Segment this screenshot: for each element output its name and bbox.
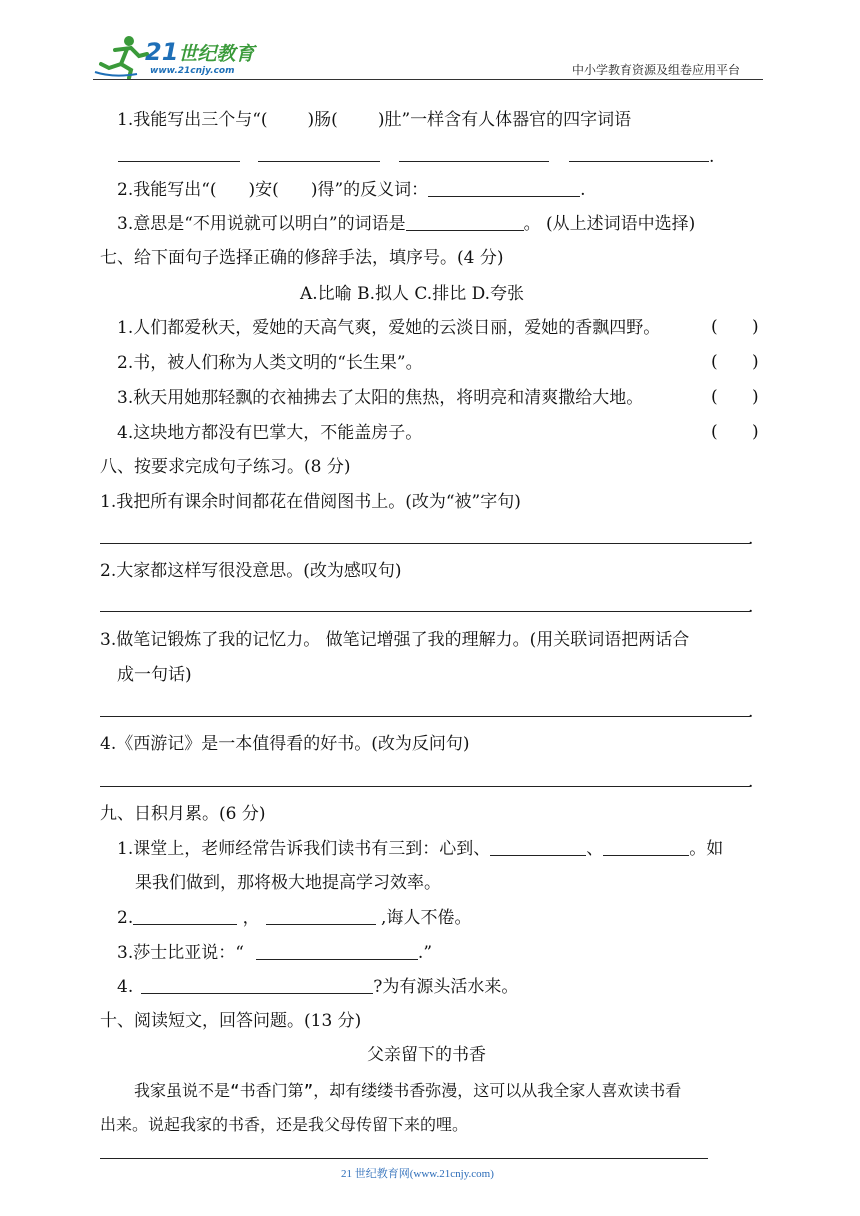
s6-q1-period: .: [709, 147, 715, 167]
logo-url: www.21cnjy.com: [150, 66, 235, 76]
s7-answer-3-open[interactable]: (: [711, 387, 718, 407]
s6-q3: [117, 213, 695, 235]
footer-text[interactable]: 21 世纪教育网(www.21cnjy.com): [341, 1168, 494, 1180]
s6-q3-blank[interactable]: [406, 214, 524, 231]
s8-q2: 2.大家都这样写很没意思。(改为感叹句): [100, 561, 402, 581]
s6-q1-blank-4[interactable]: [569, 161, 709, 162]
passage-title: 父亲留下的书香: [367, 1045, 486, 1065]
s7-item-4: 4.这块地方都没有巴掌大，不能盖房子。: [117, 423, 423, 443]
s9-q4: [117, 976, 518, 998]
s6-q3-text-b: 。 (从上述词语中选择): [523, 214, 696, 234]
s7-answer-1-close: ): [752, 317, 759, 337]
s10-title: 十、阅读短文，回答问题。(13 分): [100, 1011, 362, 1031]
s6-q1-text-a: 1.我能写出三个与“(: [117, 110, 268, 130]
s6-q2: 2.我能写出“( )安( )得”的反义词： .: [117, 180, 586, 200]
s9-q1-text-a: 1.课堂上，老师经常告诉我们读书有三到：心到、: [117, 839, 491, 859]
s8-q2-period: .: [748, 597, 754, 617]
s7-answer-2-open[interactable]: (: [711, 352, 718, 372]
s9-q2-text-c: ,诲人不倦。: [375, 908, 472, 928]
s6-q1-blank-3[interactable]: [399, 161, 549, 162]
s9-q3-text-a: 3.莎士比亚说：“: [117, 943, 244, 963]
s9-q3: [117, 942, 432, 964]
s7-answer-4-open[interactable]: (: [711, 422, 718, 442]
s7-item-2: 2.书，被人们称为人类文明的“长生果”。: [117, 353, 423, 373]
runner-logo-icon: [93, 34, 153, 80]
header-rule: [93, 79, 763, 80]
s9-q2-blank-1[interactable]: [133, 908, 237, 925]
s6-q3-text-a: 3.意思是“不用说就可以明白”的词语是: [117, 214, 406, 234]
s7-answer-3-close: ): [752, 387, 759, 407]
s9-title: 九、日积月累。(6 分): [100, 804, 266, 824]
s9-q1-line1: [117, 838, 723, 860]
s8-q1: 1.我把所有课余时间都花在借阅图书上。(改为“被”字句): [100, 492, 521, 512]
s9-q1-line2: 果我们做到，那将极大地提高学习效率。: [135, 873, 441, 893]
s6-q2-blank[interactable]: [428, 180, 580, 197]
s7-title: 七、给下面句子选择正确的修辞手法，填序号。(4 分): [100, 248, 504, 268]
s8-q3-line2: 成一句话): [117, 665, 192, 685]
s9-q1-text-c: 。如: [689, 839, 724, 859]
s9-q1-blank-1[interactable]: [490, 839, 586, 856]
s9-q2-blank-2[interactable]: [266, 908, 376, 925]
s9-q3-text-b: .”: [417, 943, 433, 963]
s7-item-1: 1.人们都爱秋天，爱她的天高气爽，爱她的云淡日丽，爱她的香飘四野。: [117, 318, 661, 338]
s6-q1-text-b: )肠(: [307, 110, 338, 130]
s6-q1-blank-2[interactable]: [258, 161, 380, 162]
s8-q2-answer-line[interactable]: [100, 611, 750, 612]
s7-answer-1-open[interactable]: (: [711, 317, 718, 337]
logo-text: 世纪教育: [178, 43, 255, 65]
passage-line-1: 我家虽说不是“书香门第”，却有缕缕书香弥漫，这可以从我全家人喜欢读书看: [134, 1081, 682, 1100]
s9-q2-text-a: 2.: [117, 908, 134, 928]
s7-answer-2-close: ): [752, 352, 759, 372]
s8-q4-period: .: [748, 772, 754, 792]
s9-q4-text-b: ?为有源头活水来。: [373, 977, 519, 997]
s9-q1-blank-2[interactable]: [603, 839, 689, 856]
s8-q1-period: .: [748, 529, 754, 549]
s9-q4-blank[interactable]: [141, 977, 373, 994]
s9-q3-blank[interactable]: [256, 943, 418, 960]
s8-title: 八、按要求完成句子练习。(8 分): [100, 457, 351, 477]
s9-q1-text-b: 、: [586, 839, 604, 859]
footer-rule: [100, 1158, 708, 1159]
s7-item-3: 3.秋天用她那轻飘的衣袖拂去了太阳的焦热，将明亮和清爽撒给大地。: [117, 388, 644, 408]
s7-answer-4-close: ): [752, 422, 759, 442]
platform-name: 中小学教育资源及组卷应用平台: [572, 63, 741, 77]
s8-q3-period: .: [748, 702, 754, 722]
s7-options: A.比喻 B.拟人 C.排比 D.夸张: [300, 284, 525, 304]
logo-wordmark: [145, 38, 254, 66]
s6-q2-text-a: 2.我能写出“(: [117, 180, 217, 200]
s6-q1-blank-1[interactable]: [118, 161, 240, 162]
s6-q1-text-c: )肚”一样含有人体器官的四字词语: [377, 110, 632, 130]
logo-number: 21: [145, 38, 179, 66]
s8-q4-answer-line[interactable]: [100, 786, 750, 787]
s6-q2-text-c: )得”的反义词：: [310, 180, 429, 200]
s8-q1-answer-line[interactable]: [100, 543, 750, 544]
s9-q2: [117, 907, 471, 929]
s9-q4-text-a: 4.: [117, 977, 134, 997]
s8-q3-answer-line[interactable]: [100, 716, 750, 717]
s8-q4: 4.《西游记》是一本值得看的好书。(改为反问句): [100, 734, 470, 754]
s9-q2-text-b: ，: [237, 908, 260, 928]
s6-q2-text-b: )安(: [248, 180, 279, 200]
s8-q3-line1: 3.做笔记锻炼了我的记忆力。 做笔记增强了我的理解力。(用关联词语把两话合: [100, 630, 690, 650]
s6-q1: [117, 109, 631, 131]
passage-line-2: 出来。说起我家的书香，还是我父母传留下来的哩。: [100, 1115, 469, 1134]
